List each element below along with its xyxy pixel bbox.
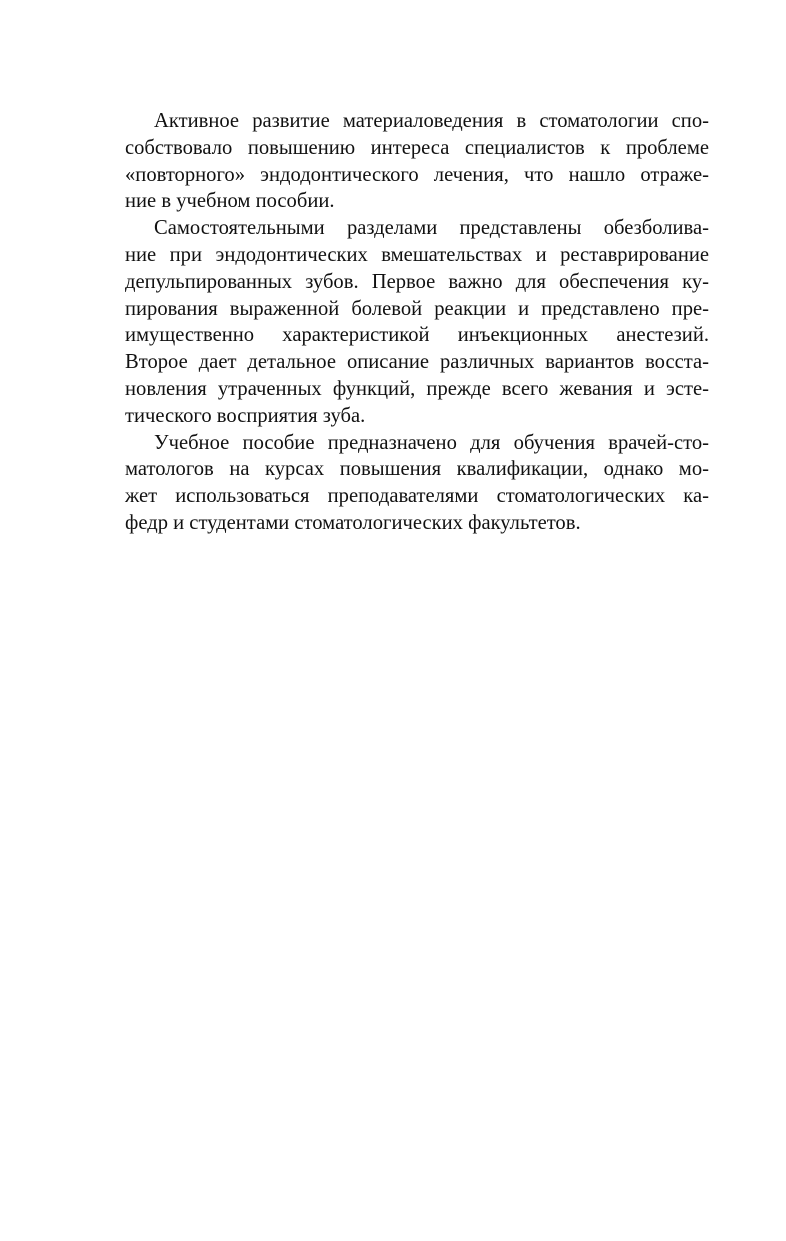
document-body	[125, 108, 709, 537]
text-line: Учебное пособие предназначено для обучения врачей-сто-	[154, 431, 709, 454]
text-line: жет использоваться преподавателями стоматологических ка-	[125, 485, 709, 508]
text-line: матологов на курсах повышения квалификации, однако мо-	[125, 458, 709, 481]
text-line: федр и студентами стоматологических факультетов.	[125, 511, 581, 534]
paragraph	[125, 108, 709, 215]
text-line: Второе дает детальное описание различных вариантов восста-	[125, 351, 709, 374]
text-line: ние в учебном пособии.	[125, 190, 335, 213]
text-line: депульпированных зубов. Первое важно для обеспечения ку-	[125, 270, 709, 293]
text-line: имущественно характеристикой инъекционных анестезий.	[125, 324, 709, 347]
text-line: тического восприятия зуба.	[125, 404, 366, 427]
text-line: Самостоятельными разделами представлены обезболива-	[154, 217, 709, 240]
text-line: «повторного» эндодонтического лечения, что нашло отраже-	[125, 163, 709, 186]
text-line: собствовало повышению интереса специалистов к проблеме	[125, 136, 709, 159]
paragraph	[125, 215, 709, 429]
text-line: Активное развитие материаловедения в стоматологии спо-	[154, 110, 709, 132]
text-line: новления утраченных функций, прежде всего жевания и эсте-	[125, 377, 709, 400]
text-line: ние при эндодонтических вмешательствах и реставрирование	[125, 243, 709, 266]
text-line: пирования выраженной болевой реакции и представлено пре-	[125, 297, 709, 320]
paragraph	[125, 430, 709, 537]
